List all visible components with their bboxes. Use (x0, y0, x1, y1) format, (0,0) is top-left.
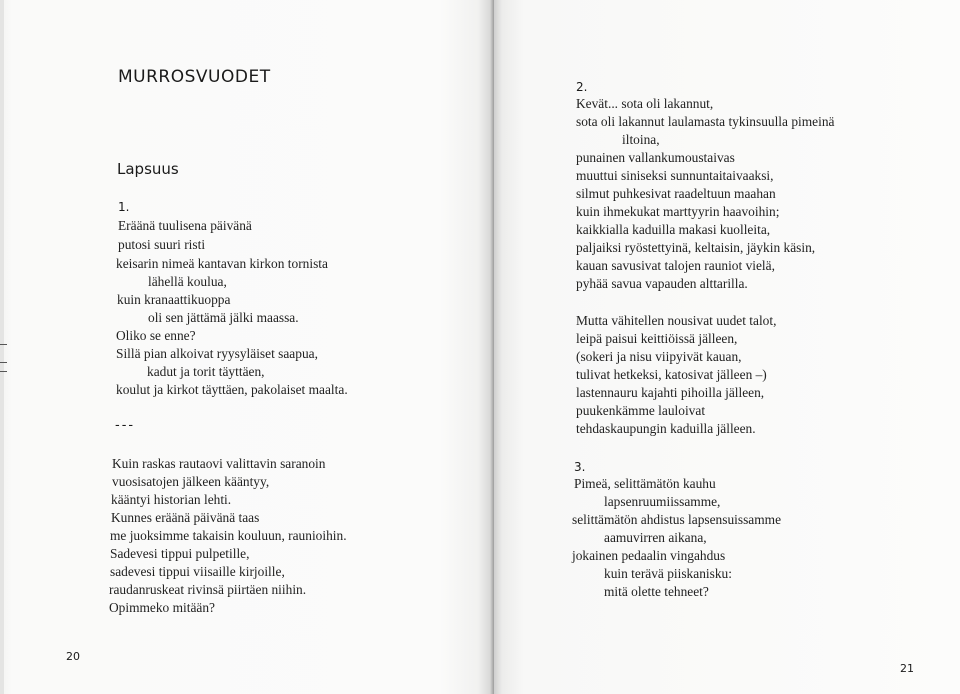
poem-line: kuin terävä piiskanisku: (604, 566, 732, 581)
poem-line: Sillä pian alkoivat ryysyläiset saapua, (116, 346, 318, 361)
poem-line: jokainen pedaalin vingahdus (572, 548, 726, 563)
poem-line: Kuin raskas rautaovi valittavin saranoin (112, 456, 326, 471)
poem-line: aamuvirren aikana, (604, 530, 707, 545)
poem-line: Eräänä tuulisena päivänä (118, 218, 252, 233)
poem-number: 3. (574, 460, 586, 474)
poem-line: muuttui siniseksi sunnuntaitaivaaksi, (576, 168, 774, 183)
poem-line: keisarin nimeä kantavan kirkon tornista (116, 256, 328, 271)
poem-line: silmut puhkesivat raadeltuun maahan (576, 186, 776, 201)
right-page (494, 0, 960, 694)
page-edge-shadow (0, 0, 4, 694)
poem-line: sota oli lakannut laulamasta tykinsuulla pimeinä (576, 114, 835, 129)
poem-line: lapsenruumiissamme, (604, 494, 721, 509)
poem-line: iltoina, (622, 132, 660, 147)
poem-line: lastennauru kajahti pihoilla jälleen, (576, 385, 765, 400)
poem-line: kauan savusivat talojen rauniot vielä, (576, 258, 775, 273)
poem-line: me juoksimme takaisin kouluun, raunioihin. (110, 528, 347, 543)
poem-line: oli sen jättämä jälki maassa. (148, 310, 299, 325)
poem-line: tulivat hetkeksi, katosivat jälleen –) (576, 367, 767, 382)
poem-line: kaikkialla kaduilla makasi kuolleita, (576, 222, 771, 237)
stanza-separator: --- (115, 418, 136, 433)
book-section-title: MURROSVUODET (118, 67, 271, 87)
poem-line: raudanruskeat rivinsä piirtäen niihin. (109, 582, 307, 597)
poem-line: Sadevesi tippui pulpetille, (110, 546, 250, 561)
poem-line: leipä paisui keittiöissä jälleen, (576, 331, 738, 346)
subsection-title: Lapsuus (117, 160, 179, 178)
poem-line: lähellä koulua, (148, 274, 227, 289)
poem-line: tehdaskaupungin kaduilla jälleen. (576, 421, 756, 436)
poem-line: kuin ihmekukat marttyyrin haavoihin; (576, 204, 780, 219)
poem-line: putosi suuri risti (118, 237, 206, 252)
poem-line: mitä olette tehneet? (604, 584, 709, 599)
poem-line: Oliko se enne? (116, 328, 196, 343)
poem-line: paljaiksi ryöstettyinä, keltaisin, jäykin käsin, (576, 240, 816, 255)
poem-line: puukenkämme lauloivat (576, 403, 706, 418)
margin-mark (0, 362, 7, 363)
poem-line: kuin kranaattikuoppa (117, 292, 231, 307)
poem-line: Kunnes eräänä päivänä taas (111, 510, 260, 525)
poem-line: Kevät... sota oli lakannut, (576, 96, 714, 111)
poem-line: Mutta vähitellen nousivat uudet talot, (576, 313, 777, 328)
page-number: 20 (66, 650, 80, 663)
poem-line: selittämätön ahdistus lapsensuissamme (572, 512, 782, 527)
poem-line: Opimmeko mitään? (109, 600, 215, 615)
poem-line: sadevesi tippui viisaille kirjoille, (110, 564, 285, 579)
page-number: 21 (900, 662, 914, 675)
poem-line: koulut ja kirkot täyttäen, pakolaiset maalta. (116, 382, 348, 397)
poem-line: vuosisatojen jälkeen kääntyy, (112, 474, 270, 489)
poem-line: punainen vallankumoustaivas (576, 150, 735, 165)
poem-line: Pimeä, selittämätön kauhu (574, 476, 716, 491)
margin-mark (0, 344, 7, 345)
poem-line: pyhää savua vapauden alttarilla. (576, 276, 748, 291)
poem-number: 1. (118, 200, 130, 214)
poem-line: kääntyi historian lehti. (111, 492, 232, 507)
poem-number: 2. (576, 80, 588, 94)
poem-line: kadut ja torit täyttäen, (147, 364, 265, 379)
poem-line: (sokeri ja nisu viipyivät kauan, (576, 349, 742, 364)
margin-mark (0, 371, 7, 372)
